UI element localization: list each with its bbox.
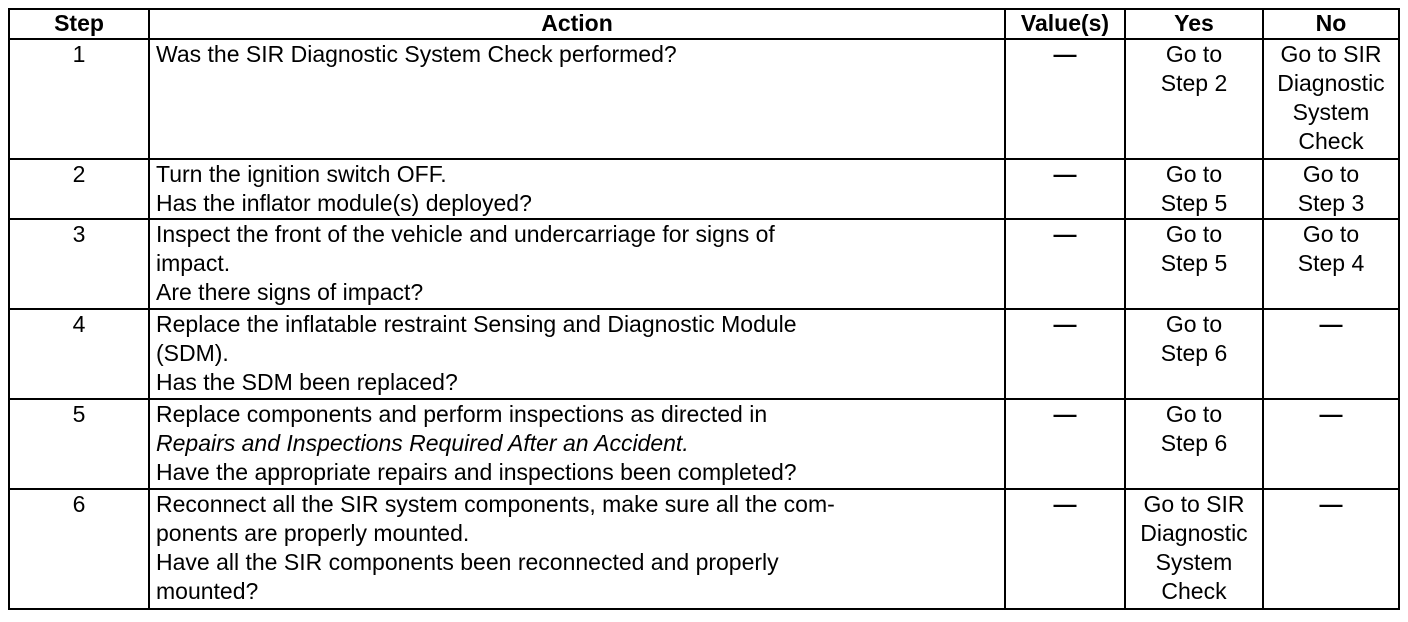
action-cell <box>149 309 1005 399</box>
yes-line: Diagnostic <box>1140 520 1248 546</box>
table-row <box>9 309 1399 399</box>
table-row <box>9 399 1399 489</box>
action-line: Inspect the front of the vehicle and undercarriage for signs of <box>156 221 775 247</box>
no-line: Step 4 <box>1297 250 1365 276</box>
yes-line: Go to <box>1165 311 1223 337</box>
no-cell <box>1263 39 1399 159</box>
no-dash: — <box>1319 491 1343 517</box>
action-line: Are there signs of impact? <box>156 279 424 305</box>
no-cell <box>1263 309 1399 399</box>
action-line: impact. <box>156 250 231 276</box>
action-line: ponents are properly mounted. <box>156 520 470 546</box>
value-dash: — <box>1053 311 1077 337</box>
action-cell <box>149 399 1005 489</box>
yes-line: Step 2 <box>1160 70 1228 96</box>
header-step: Step <box>9 9 149 39</box>
no-line: Go to SIR <box>1280 41 1382 67</box>
yes-line: Go to <box>1165 161 1223 187</box>
header-row <box>9 9 1399 39</box>
action-line: Reconnect all the SIR system components, make sure all the com- <box>156 491 835 517</box>
action-cell <box>149 159 1005 219</box>
yes-line: Check <box>1161 578 1227 604</box>
action-line: Was the SIR Diagnostic System Check performed? <box>156 41 677 67</box>
table-row <box>9 219 1399 309</box>
table-row <box>9 489 1399 609</box>
action-cell <box>149 489 1005 609</box>
yes-line: Step 5 <box>1160 190 1228 216</box>
action-line: Have the appropriate repairs and inspections been completed? <box>156 459 797 485</box>
step-number: 5 <box>9 399 149 489</box>
table-row <box>9 159 1399 219</box>
action-line-reference: Repairs and Inspections Required After an Accident. <box>156 430 689 456</box>
action-cell <box>149 219 1005 309</box>
value-cell <box>1005 219 1125 309</box>
action-line: Turn the ignition switch OFF. <box>156 161 447 187</box>
step-number: 2 <box>9 159 149 219</box>
yes-line: Step 6 <box>1160 430 1228 456</box>
table-row <box>9 39 1399 159</box>
yes-line: System <box>1155 549 1233 575</box>
header-action: Action <box>149 9 1005 39</box>
step-number: 1 <box>9 39 149 159</box>
action-line: Has the SDM been replaced? <box>156 369 458 395</box>
diagnostic-table <box>8 8 1400 610</box>
no-dash: — <box>1319 401 1343 427</box>
step-number: 3 <box>9 219 149 309</box>
value-dash: — <box>1053 491 1077 517</box>
step-number: 4 <box>9 309 149 399</box>
yes-line: Step 5 <box>1160 250 1228 276</box>
no-line: Check <box>1298 128 1364 154</box>
no-line: Go to <box>1302 161 1360 187</box>
value-cell <box>1005 309 1125 399</box>
no-cell <box>1263 159 1399 219</box>
yes-cell <box>1125 489 1263 609</box>
action-cell <box>149 39 1005 159</box>
value-cell <box>1005 159 1125 219</box>
action-line: Has the inflator module(s) deployed? <box>156 190 532 216</box>
yes-cell <box>1125 159 1263 219</box>
header-values: Value(s) <box>1005 9 1125 39</box>
no-dash: — <box>1319 311 1343 337</box>
yes-cell <box>1125 399 1263 489</box>
value-cell <box>1005 399 1125 489</box>
no-line: Step 3 <box>1297 190 1365 216</box>
value-cell <box>1005 39 1125 159</box>
yes-line: Step 6 <box>1160 340 1228 366</box>
no-line: Diagnostic <box>1277 70 1385 96</box>
yes-line: Go to <box>1165 41 1223 67</box>
yes-cell <box>1125 39 1263 159</box>
action-line: Replace the inflatable restraint Sensing and Diagnostic Module <box>156 311 797 337</box>
no-line: Go to <box>1302 221 1360 247</box>
header-no: No <box>1263 9 1399 39</box>
value-cell <box>1005 489 1125 609</box>
action-line: Replace components and perform inspections as directed in <box>156 401 768 427</box>
action-line: mounted? <box>156 578 259 604</box>
no-line: System <box>1292 99 1370 125</box>
value-dash: — <box>1053 221 1077 247</box>
value-dash: — <box>1053 401 1077 427</box>
yes-line: Go to <box>1165 401 1223 427</box>
yes-line: Go to <box>1165 221 1223 247</box>
no-cell <box>1263 489 1399 609</box>
yes-cell <box>1125 309 1263 399</box>
value-dash: — <box>1053 161 1077 187</box>
no-cell <box>1263 399 1399 489</box>
value-dash: — <box>1053 41 1077 67</box>
yes-line: Go to SIR <box>1143 491 1245 517</box>
action-line: (SDM). <box>156 340 229 366</box>
step-number: 6 <box>9 489 149 609</box>
yes-cell <box>1125 219 1263 309</box>
no-cell <box>1263 219 1399 309</box>
header-yes: Yes <box>1125 9 1263 39</box>
action-line: Have all the SIR components been reconnected and properly <box>156 549 779 575</box>
